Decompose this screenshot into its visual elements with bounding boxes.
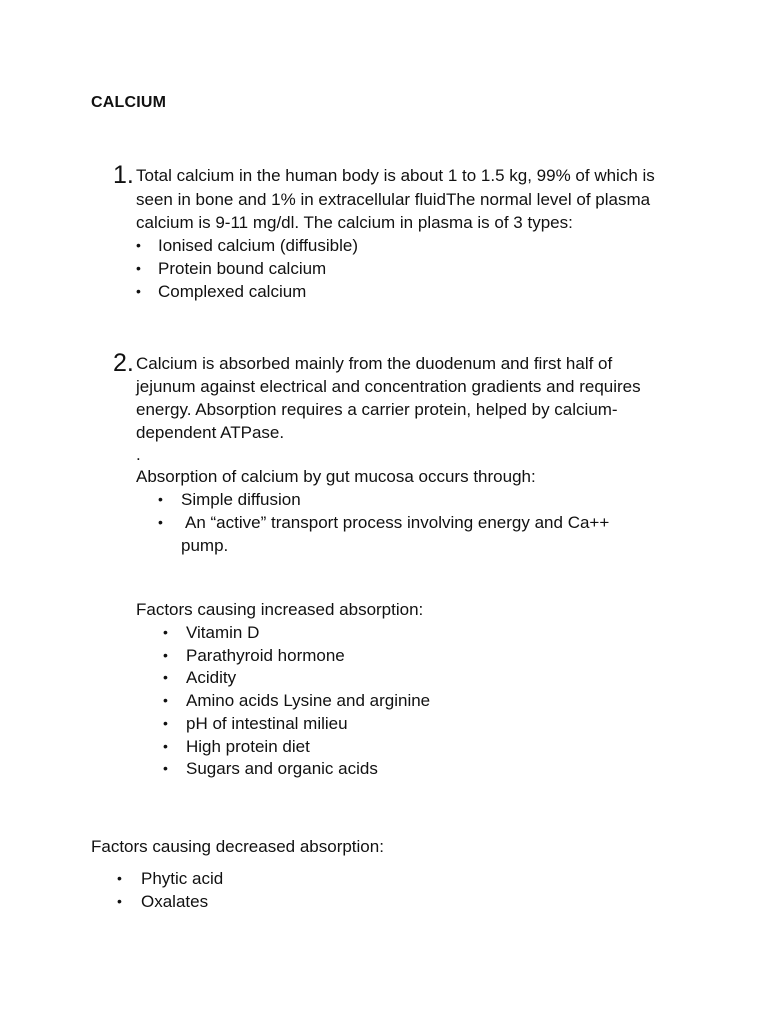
mucosa-item: An “active” transport process involving energy and Ca++ xyxy=(185,513,610,532)
section-1-line-3: calcium is 9-11 mg/dl. The calcium in plasma is of 3 types: xyxy=(136,213,573,232)
page-title: CALCIUM xyxy=(91,94,167,111)
bullet-marker: • xyxy=(163,692,168,708)
bullet-marker: • xyxy=(158,491,163,507)
section-1-line-2: seen in bone and 1% in extracellular fluidThe normal level of plasma xyxy=(136,190,651,209)
section-1-line-1: Total calcium in the human body is about 1 to 1.5 kg, 99% of which is xyxy=(136,166,655,185)
plasma-type-item: Complexed calcium xyxy=(158,282,307,301)
section-2-line-1: Calcium is absorbed mainly from the duodenum and first half of xyxy=(136,354,613,373)
section-2-number: 2. xyxy=(113,349,134,377)
bullet-marker: • xyxy=(117,893,122,909)
mucosa-item-continuation: pump. xyxy=(181,536,229,555)
decreased-intro: Factors causing decreased absorption: xyxy=(91,837,384,856)
bullet-marker: • xyxy=(163,738,168,754)
bullet-marker: • xyxy=(163,669,168,685)
bullet-marker: • xyxy=(136,260,141,276)
increased-item: High protein diet xyxy=(186,737,310,756)
bullet-marker: • xyxy=(163,760,168,776)
bullet-marker: • xyxy=(158,514,163,530)
mucosa-item: Simple diffusion xyxy=(181,490,301,509)
section-1-number: 1. xyxy=(113,161,134,189)
mucosa-intro: Absorption of calcium by gut mucosa occurs through: xyxy=(136,467,536,486)
section-2-line-2: jejunum against electrical and concentration gradients and requires xyxy=(136,377,641,396)
increased-item: pH of intestinal milieu xyxy=(186,714,348,733)
plasma-type-item: Protein bound calcium xyxy=(158,259,327,278)
increased-item: Amino acids Lysine and arginine xyxy=(186,691,431,710)
increased-item: Vitamin D xyxy=(186,623,260,642)
decreased-item: Phytic acid xyxy=(141,869,224,888)
increased-item: Acidity xyxy=(186,668,237,687)
bullet-marker: • xyxy=(136,237,141,253)
increased-item: Parathyroid hormone xyxy=(186,646,345,665)
increased-intro: Factors causing increased absorption: xyxy=(136,600,424,619)
plasma-type-item: Ionised calcium (diffusible) xyxy=(158,236,358,255)
bullet-marker: • xyxy=(117,870,122,886)
increased-item: Sugars and organic acids xyxy=(186,759,378,778)
stray-dot: . xyxy=(136,445,141,464)
bullet-marker: • xyxy=(163,624,168,640)
bullet-marker: • xyxy=(136,283,141,299)
bullet-marker: • xyxy=(163,647,168,663)
section-2-line-4: dependent ATPase. xyxy=(136,423,285,442)
decreased-item: Oxalates xyxy=(141,892,209,911)
bullet-marker: • xyxy=(163,715,168,731)
section-2-line-3: energy. Absorption requires a carrier protein, helped by calcium- xyxy=(136,400,618,419)
